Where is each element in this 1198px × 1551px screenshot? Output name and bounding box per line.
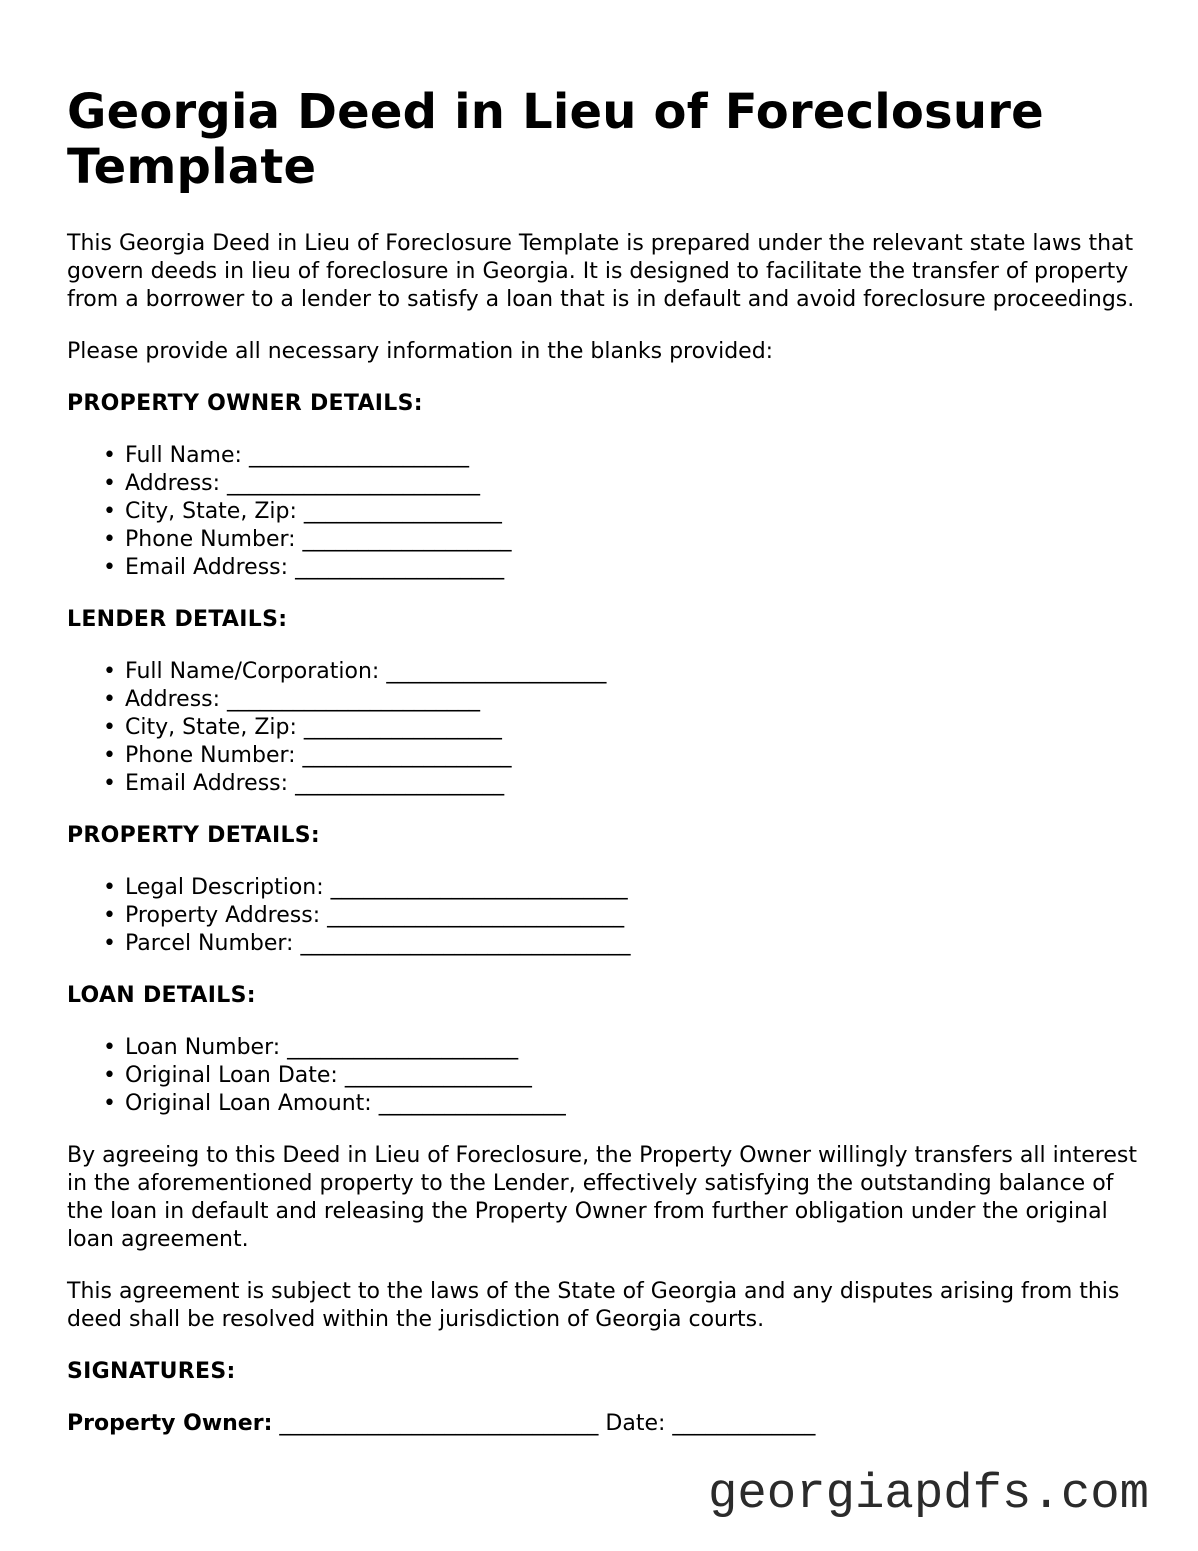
bullet-icon: • [103, 527, 116, 552]
section-heading-loan: LOAN DETAILS: [67, 983, 256, 1008]
blank-line[interactable]: __________________ [303, 715, 502, 740]
field-label: Original Loan Amount: [125, 1091, 372, 1116]
bullet-icon: • [103, 499, 116, 524]
blank-line[interactable]: __________________ [303, 499, 502, 524]
blank-line[interactable]: ______________________________ [300, 931, 631, 956]
field-owner-address [103, 470, 1147, 498]
field-parcel-number [103, 930, 1147, 958]
field-label: Phone Number: [125, 527, 296, 552]
blank-line[interactable]: ___________________ [302, 743, 512, 768]
document-page [67, 0, 1147, 1438]
bullet-icon: • [103, 715, 116, 740]
field-lender-address [103, 686, 1147, 714]
lender-fields [67, 658, 1147, 798]
section-heading-property-owner: PROPERTY OWNER DETAILS: [67, 391, 423, 416]
field-owner-full-name [103, 442, 1147, 470]
field-label: Phone Number: [125, 743, 296, 768]
field-original-loan-amount [103, 1090, 1147, 1118]
signature-date-blank[interactable]: _____________ [672, 1411, 816, 1436]
bullet-icon: • [103, 471, 116, 496]
field-label: Email Address: [125, 771, 289, 796]
blank-line[interactable]: _______________________ [227, 687, 481, 712]
blank-line[interactable]: _________________ [378, 1091, 566, 1116]
field-lender-phone [103, 742, 1147, 770]
bullet-icon: • [103, 1035, 116, 1060]
blank-line[interactable]: ____________________ [248, 443, 469, 468]
watermark: georgiapdfs.com [708, 1466, 1150, 1522]
field-label: Legal Description: [125, 875, 324, 900]
blank-line[interactable]: ___________________________ [330, 875, 628, 900]
bullet-icon: • [103, 443, 116, 468]
field-owner-phone [103, 526, 1147, 554]
property-owner-signature-blank[interactable]: _____________________________ [279, 1411, 599, 1436]
field-label: Address: [125, 471, 221, 496]
loan-fields [67, 1034, 1147, 1118]
signatures-heading: SIGNATURES: [67, 1359, 236, 1384]
bullet-icon: • [103, 875, 116, 900]
field-lender-city-state-zip [103, 714, 1147, 742]
blank-line[interactable]: ___________________________ [327, 903, 625, 928]
field-property-address [103, 902, 1147, 930]
instruction-text: Please provide all necessary information in the blanks provided: [67, 339, 774, 364]
signature-date-label: Date: [605, 1411, 666, 1436]
bullet-icon: • [103, 743, 116, 768]
field-original-loan-date [103, 1062, 1147, 1090]
field-label: Address: [125, 687, 221, 712]
field-owner-email [103, 554, 1147, 582]
property-owner-fields [67, 442, 1147, 582]
field-label: Loan Number: [125, 1035, 281, 1060]
blank-line[interactable]: ___________________ [295, 555, 505, 580]
field-label: Email Address: [125, 555, 289, 580]
section-heading-lender: LENDER DETAILS: [67, 607, 288, 632]
bullet-icon: • [103, 903, 116, 928]
property-owner-signature-label: Property Owner: [67, 1411, 273, 1436]
blank-line[interactable]: _____________________ [287, 1035, 519, 1060]
bullet-icon: • [103, 1063, 116, 1088]
field-owner-city-state-zip [103, 498, 1147, 526]
field-label: Full Name: [125, 443, 242, 468]
jurisdiction-paragraph: This agreement is subject to the laws of the State of Georgia and any disputes arising from this deed shall be resolved within the jurisdiction of Georgia courts. [67, 1279, 1120, 1332]
blank-line[interactable]: _______________________ [227, 471, 481, 496]
bullet-icon: • [103, 555, 116, 580]
field-lender-email [103, 770, 1147, 798]
field-label: Parcel Number: [125, 931, 294, 956]
field-label: Property Address: [125, 903, 321, 928]
bullet-icon: • [103, 771, 116, 796]
blank-line[interactable]: _________________ [344, 1063, 532, 1088]
blank-line[interactable]: ____________________ [386, 659, 607, 684]
agreement-paragraph: By agreeing to this Deed in Lieu of Foreclosure, the Property Owner willingly transfers all interest in the aforementioned property to the Lender, effectively satisfying the outstanding balance of the loan in default and releasing the Property Owner from further obligation under the original loan agreement. [67, 1143, 1137, 1252]
bullet-icon: • [103, 687, 116, 712]
property-owner-signature-line [67, 1410, 1147, 1438]
bullet-icon: • [103, 659, 116, 684]
field-label: City, State, Zip: [125, 499, 297, 524]
field-label: Original Loan Date: [125, 1063, 338, 1088]
bullet-icon: • [103, 931, 116, 956]
property-fields [67, 874, 1147, 958]
field-label: Full Name/Corporation: [125, 659, 380, 684]
blank-line[interactable]: ___________________ [295, 771, 505, 796]
field-lender-full-name [103, 658, 1147, 686]
section-heading-property: PROPERTY DETAILS: [67, 823, 321, 848]
bullet-icon: • [103, 1091, 116, 1116]
field-legal-description [103, 874, 1147, 902]
intro-paragraph: This Georgia Deed in Lieu of Foreclosure Template is prepared under the relevant state laws that govern deeds in lieu of foreclosure in Georgia. It is designed to facilitate the transfer of property from a borrower to a lender to satisfy a loan that is in default and avoid foreclosure proceedings. [67, 231, 1135, 312]
field-loan-number [103, 1034, 1147, 1062]
field-label: City, State, Zip: [125, 715, 297, 740]
document-title: Georgia Deed in Lieu of Foreclosure Template [67, 84, 1044, 195]
blank-line[interactable]: ___________________ [302, 527, 512, 552]
